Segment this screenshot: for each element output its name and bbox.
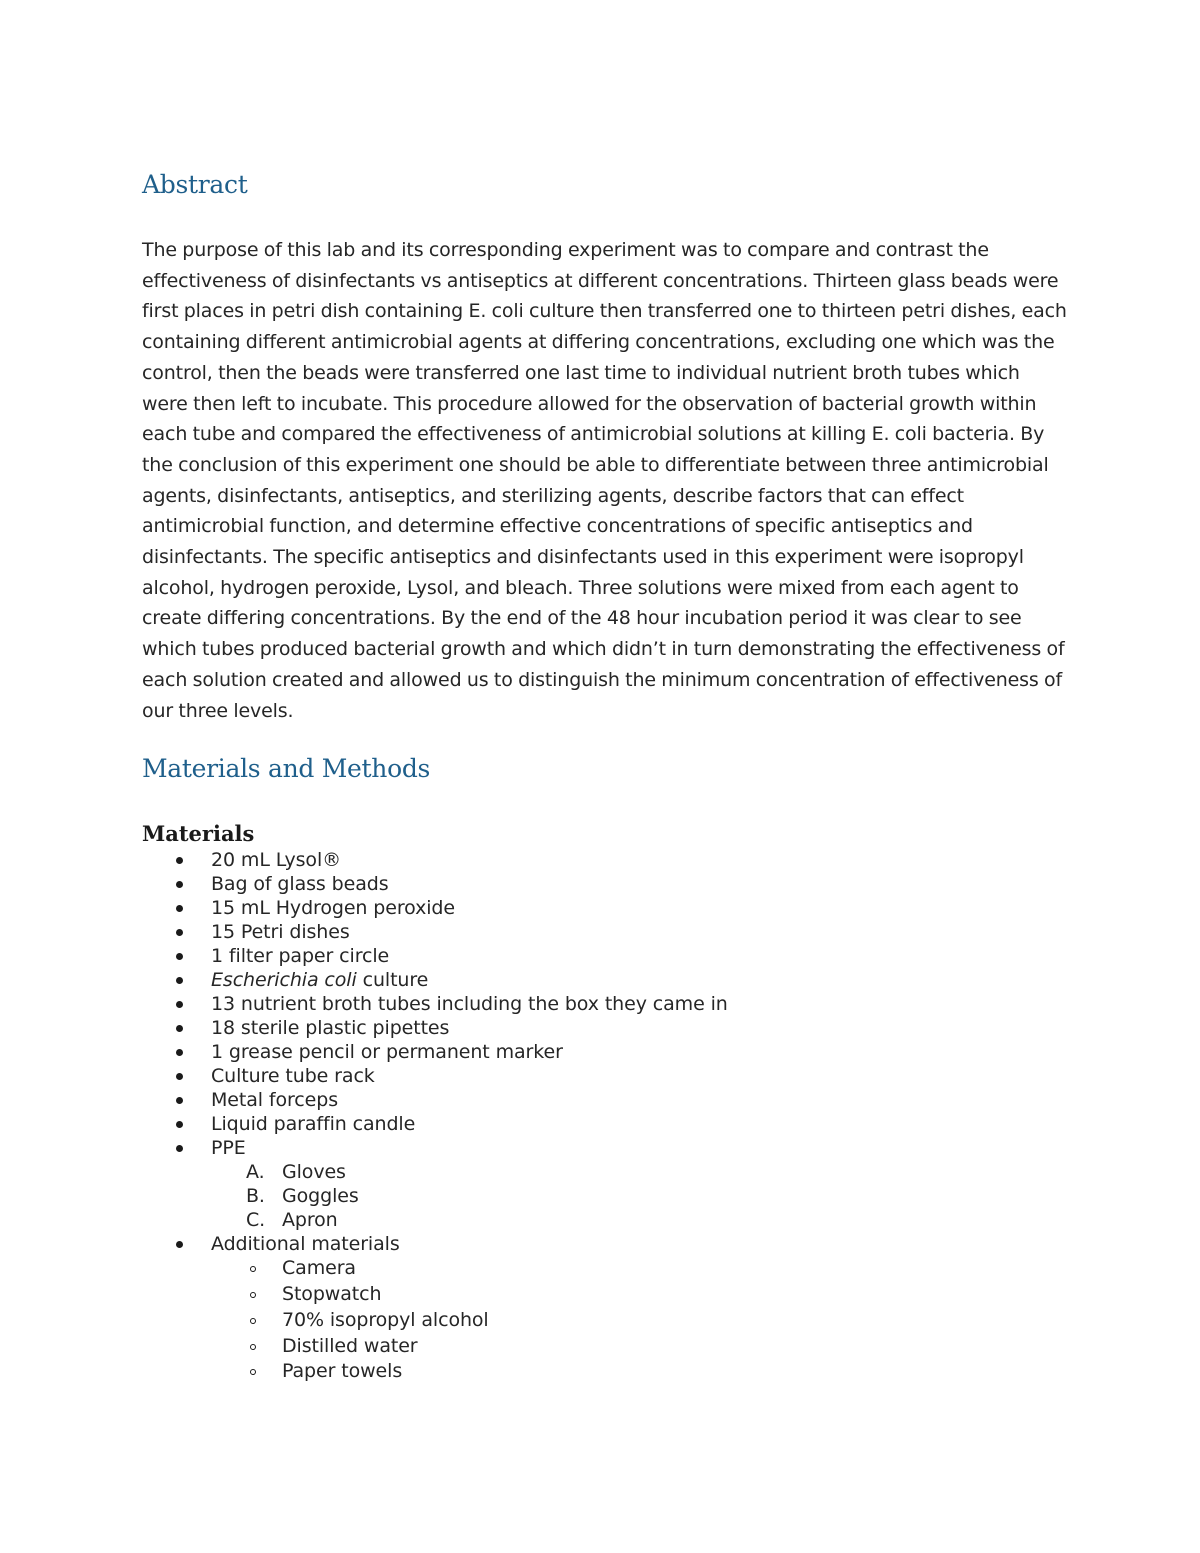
list-item: Escherichia coli culture [142, 968, 1067, 992]
circle-bullet-icon [250, 1318, 256, 1324]
list-item: B. Goggles [246, 1185, 359, 1208]
list-item-additional: Additional materials [142, 1232, 1067, 1256]
circle-bullet-icon [250, 1344, 256, 1350]
list-item: Metal forceps [142, 1088, 1067, 1112]
list-item: 1 grease pencil or permanent marker [142, 1040, 1067, 1064]
list-item: Stopwatch [142, 1282, 1067, 1308]
bullet-icon [176, 953, 183, 960]
circle-bullet-icon [250, 1369, 256, 1375]
additional-sublist [142, 1256, 1067, 1385]
document-content [142, 166, 1067, 1385]
bullet-icon [176, 905, 183, 912]
abstract-paragraph: The purpose of this lab and its corresponding experiment was to compare and contrast the effectiveness of disinfectants vs antiseptics at different concentrations. Thirteen glass beads were first places in petri dish containing E. coli culture then transferred one to thirteen petri dishes, each containing different antimicrobial agents at differing concentrations, excluding one which was the control, then the beads were transferred one last time to individual nutrient broth tubes which were then left to incubate. This procedure allowed for the observation of bacterial growth within each tube and compared the effectiveness of antimicrobial solutions at killing E. coli bacteria. By the conclusion of this experiment one should be able to differentiate between three antimicrobial agents, disinfectants, antiseptics, and sterilizing agents, describe factors that can effect antimicrobial function, and determine effective concentrations of specific antiseptics and disinfectants. The specific antiseptics and disinfectants used in this experiment were isopropyl alcohol, hydrogen peroxide, Lysol, and bleach. Three solutions were mixed from each agent to create differing concentrations. By the end of the 48 hour incubation period it was clear to see which tubes produced bacterial growth and which didn’t in turn demonstrating the effectiveness of each solution created and allowed us to distinguish the minimum concentration of effectiveness of our three levels. [142, 239, 1067, 722]
list-item: Paper towels [142, 1359, 1067, 1385]
bullet-icon [176, 881, 183, 888]
list-item: Bag of glass beads [142, 872, 1067, 896]
list-item: 20 mL Lysol® [142, 848, 1067, 872]
materials-methods-heading: Materials and Methods [142, 754, 431, 784]
bullet-icon [176, 857, 183, 864]
bullet-icon [176, 929, 183, 936]
bullet-icon [176, 1001, 183, 1008]
list-item: 15 mL Hydrogen peroxide [142, 896, 1067, 920]
bullet-icon [176, 1121, 183, 1128]
materials-subheading: Materials [142, 821, 255, 847]
list-marker: A. [246, 1161, 265, 1184]
bullet-icon [176, 1073, 183, 1080]
list-item: Liquid paraffin candle [142, 1112, 1067, 1136]
list-marker: C. [246, 1209, 266, 1232]
abstract-heading: Abstract [142, 170, 248, 199]
list-item: A. Gloves [246, 1161, 346, 1184]
bullet-icon [176, 1145, 183, 1152]
list-item-ppe: PPE [142, 1136, 1067, 1160]
list-item: 13 nutrient broth tubes including the box they came in [142, 992, 1067, 1016]
circle-bullet-icon [250, 1292, 256, 1298]
bullet-icon [176, 1241, 183, 1248]
list-item: Distilled water [142, 1334, 1067, 1360]
ecoli-italic: Escherichia coli [211, 969, 357, 992]
bullet-icon [176, 1049, 183, 1056]
list-item: Culture tube rack [142, 1064, 1067, 1088]
list-item: 18 sterile plastic pipettes [142, 1016, 1067, 1040]
materials-list [142, 848, 1067, 1160]
bullet-icon [176, 1097, 183, 1104]
ppe-sublist [142, 1160, 1067, 1232]
list-item: Camera [142, 1256, 1067, 1282]
list-item: 1 filter paper circle [142, 944, 1067, 968]
list-item: 15 Petri dishes [142, 920, 1067, 944]
additional-list [142, 1232, 1067, 1256]
list-item: C. Apron [246, 1209, 338, 1232]
list-item: 70% isopropyl alcohol [142, 1308, 1067, 1334]
bullet-icon [176, 1025, 183, 1032]
circle-bullet-icon [250, 1266, 256, 1272]
list-marker: B. [246, 1185, 265, 1208]
bullet-icon [176, 977, 183, 984]
